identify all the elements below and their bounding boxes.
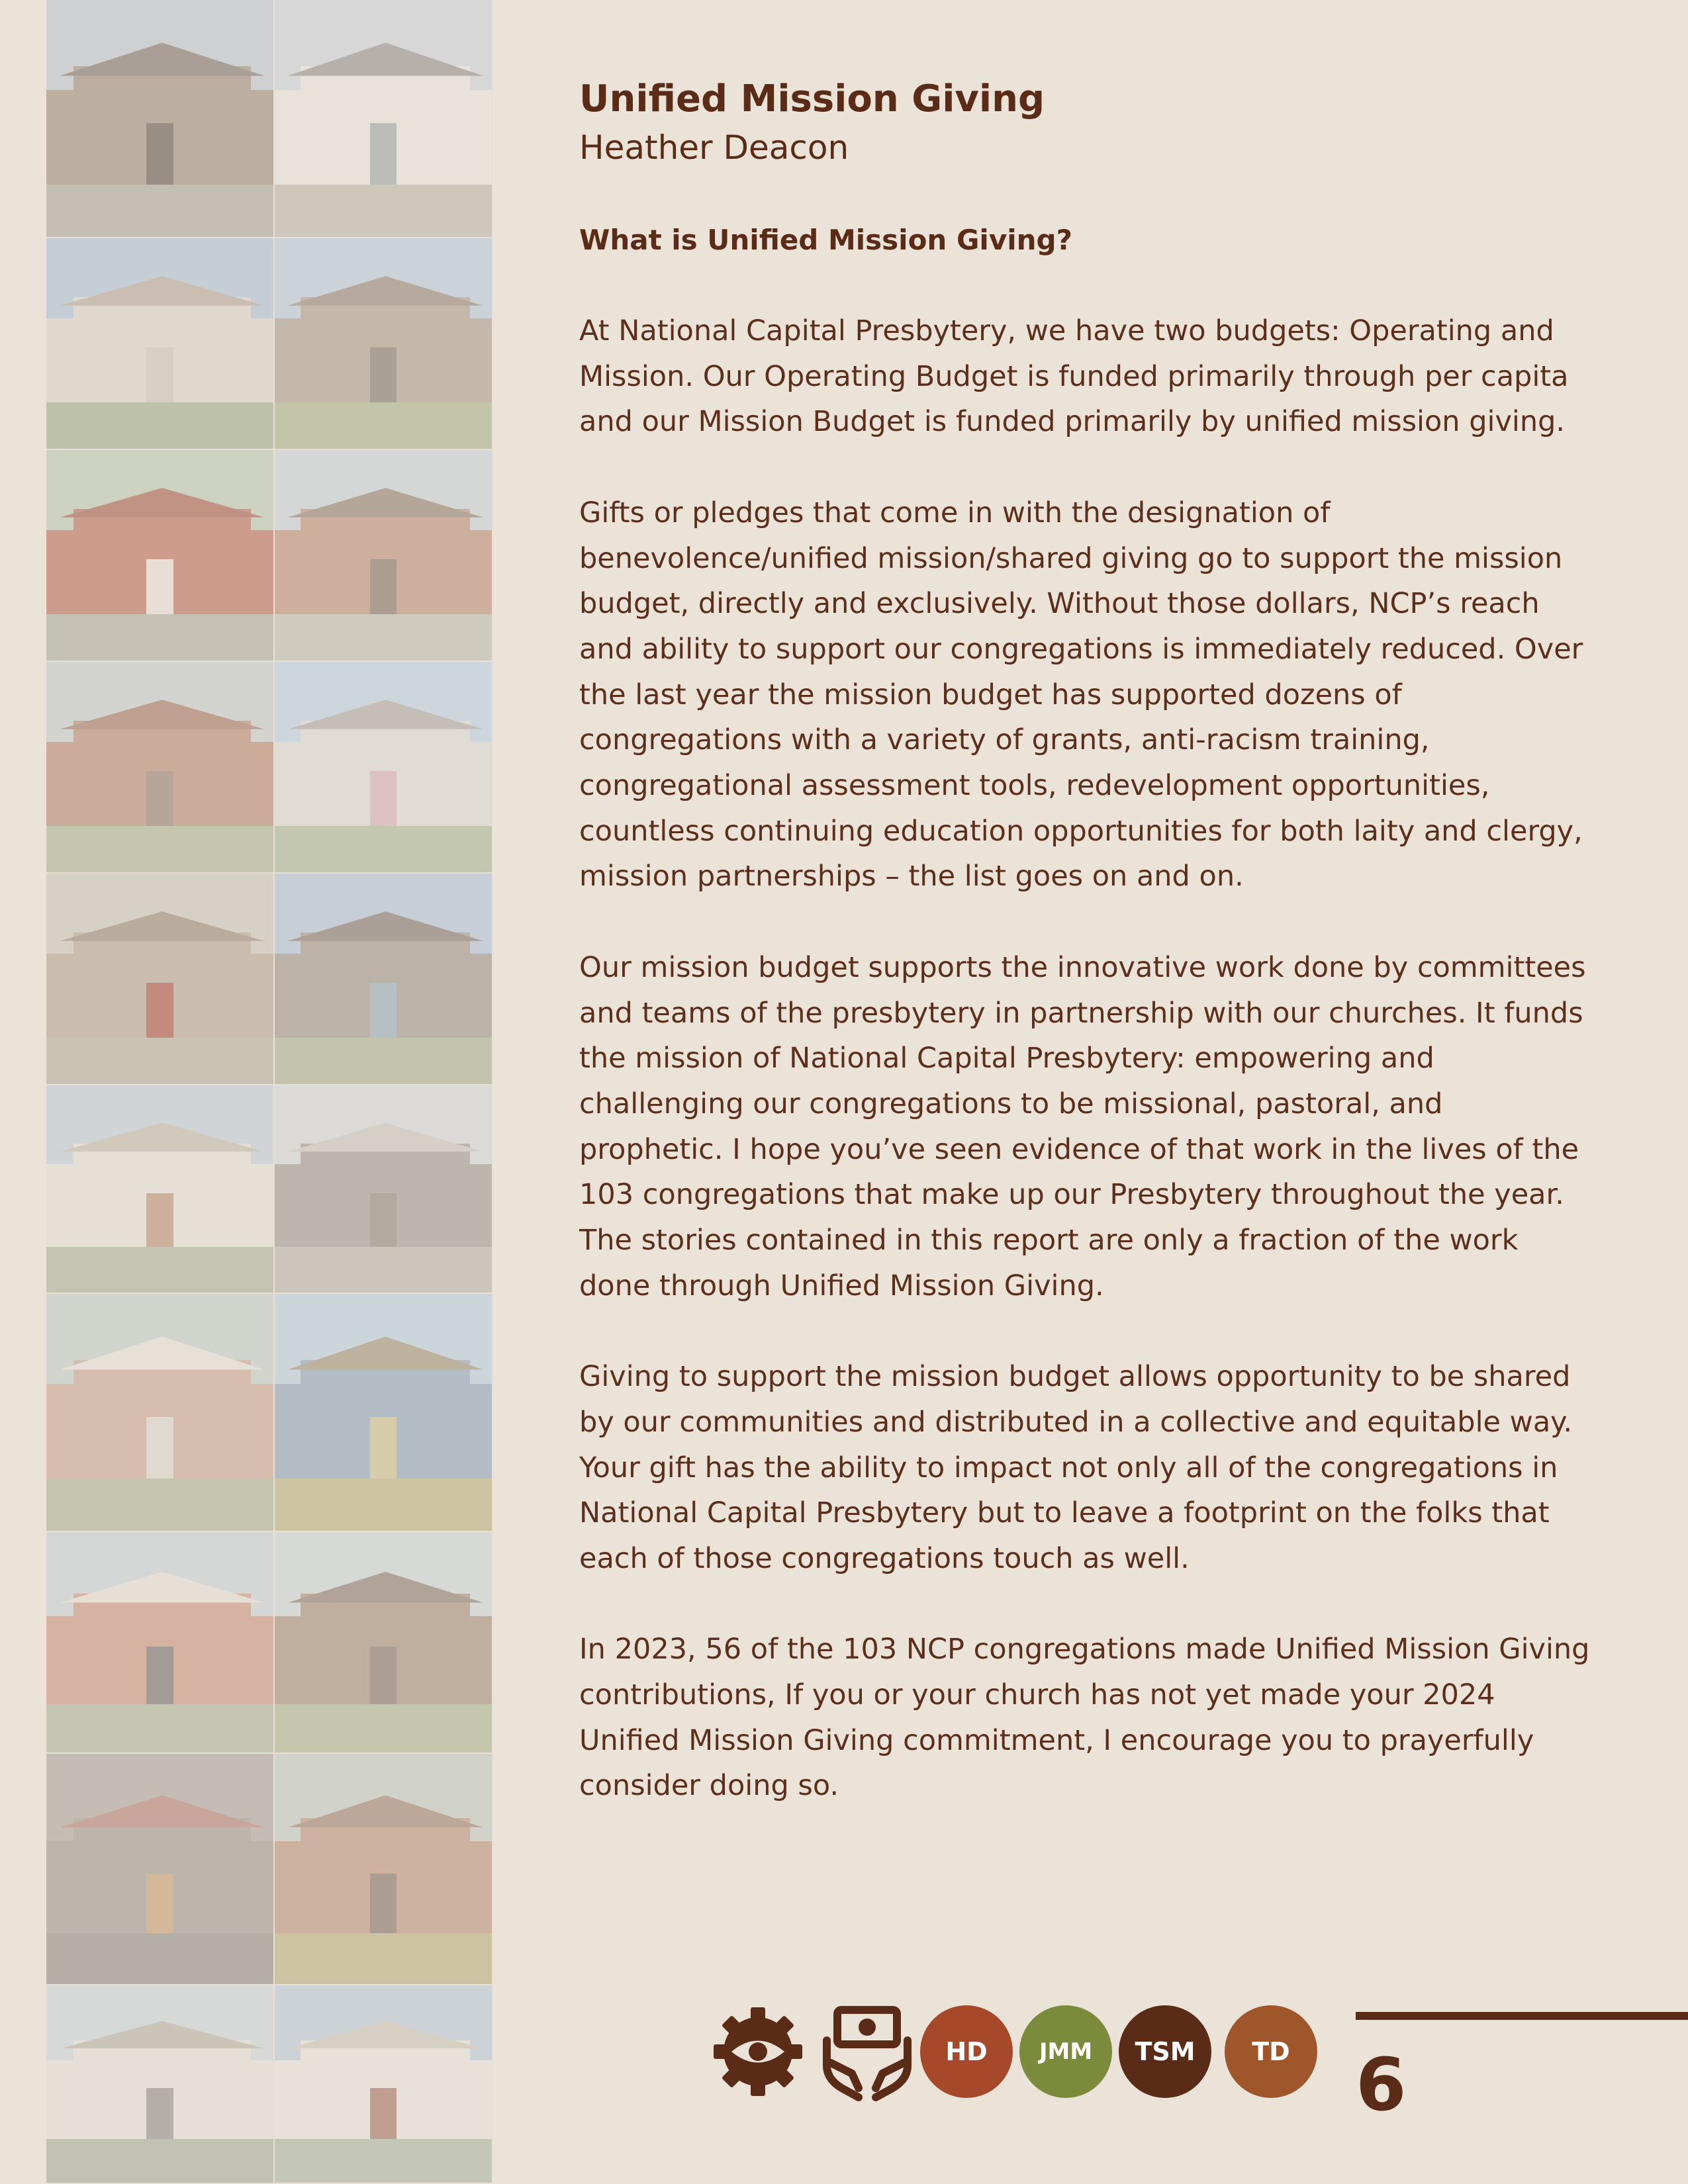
- paragraph-line: 103 congregations that make up our Presbytery throughout the year.: [579, 1178, 1564, 1212]
- paragraph-line: consider doing so.: [579, 1769, 839, 1803]
- church-photo-5: [46, 450, 275, 662]
- church-photo-13: [46, 1294, 275, 1532]
- photo-wash: [275, 1985, 492, 2183]
- paragraph-line: Gifts or pledges that come in with the designation of: [579, 496, 1331, 529]
- church-photo-6: [275, 450, 493, 662]
- paragraph-line: mission partnerships – the list goes on and on.: [579, 860, 1244, 893]
- td-badge: TD: [1225, 2005, 1317, 2098]
- page-number: 6: [1356, 2042, 1407, 2127]
- church-photo-20: [275, 1985, 493, 2184]
- jmm-badge: JMM: [1019, 2005, 1112, 2098]
- church-photo-16: [275, 1532, 493, 1754]
- paragraph: [579, 945, 1612, 1309]
- paragraph-line: In 2023, 56 of the 103 NCP congregations made Unified Mission Giving: [579, 1633, 1590, 1666]
- church-photo-2: [275, 0, 493, 238]
- church-photo-11: [46, 1085, 275, 1294]
- photo-wash: [275, 1754, 492, 1984]
- hands-money-icon: [818, 2002, 917, 2101]
- church-photo-8: [275, 662, 493, 874]
- photo-wash: [275, 662, 492, 872]
- paragraph-line: countless continuing education opportunities for both laity and clergy,: [579, 814, 1583, 848]
- church-photo-19: [46, 1985, 275, 2184]
- article: [579, 73, 1612, 1854]
- paragraph-line: the mission of National Capital Presbytery: empowering and: [579, 1042, 1434, 1075]
- paragraph-line: At National Capital Presbytery, we have two budgets: Operating and: [579, 314, 1554, 347]
- photo-wash: [46, 1085, 273, 1293]
- paragraph-line: The stories contained in this report are only a fraction of the work: [579, 1224, 1519, 1257]
- church-photo-7: [46, 662, 275, 874]
- photo-wash: [275, 1294, 492, 1531]
- church-photo-9: [46, 874, 275, 1085]
- paragraph-line: Giving to support the mission budget allows opportunity to be shared: [579, 1360, 1571, 1394]
- page-title: Unified Mission Giving: [579, 77, 1045, 120]
- photo-wash: [46, 874, 273, 1084]
- photo-wash: [275, 874, 492, 1084]
- church-photo-3: [46, 238, 275, 450]
- church-photo-12: [275, 1085, 493, 1294]
- paragraph-line: National Capital Presbytery but to leave a footprint on the folks that: [579, 1496, 1550, 1530]
- paragraph-line: contributions, If you or your church has not yet made your 2024: [579, 1678, 1495, 1712]
- church-photo-strip: [46, 0, 493, 2184]
- paragraph-line: Our mission budget supports the innovative work done by committees: [579, 950, 1586, 984]
- author-name: Heather Deacon: [579, 128, 849, 167]
- photo-wash: [46, 1985, 273, 2183]
- paragraph-line: done through Unified Mission Giving.: [579, 1269, 1104, 1302]
- paragraph-line: each of those congregations touch as well.: [579, 1541, 1190, 1575]
- paragraph-line: congregations with a variety of grants, anti-racism training,: [579, 723, 1430, 757]
- paragraph-line: Mission. Our Operating Budget is funded primarily through per capita: [579, 359, 1569, 393]
- photo-wash: [275, 450, 492, 660]
- hd-badge: HD: [920, 2005, 1013, 2098]
- paragraph-line: congregational assessment tools, redevelopment opportunities,: [579, 769, 1490, 803]
- paragraph: [579, 1627, 1612, 1809]
- paragraph: [579, 1354, 1612, 1582]
- photo-wash: [275, 0, 492, 237]
- church-photo-14: [275, 1294, 493, 1532]
- paragraph-line: challenging our congregations to be missional, pastoral, and: [579, 1087, 1443, 1120]
- paragraph-line: prophetic. I hope you’ve seen evidence of that work in the lives of the: [579, 1132, 1579, 1166]
- paragraph-line: and teams of the presbytery in partnership with our churches. It funds: [579, 996, 1583, 1030]
- church-photo-1: [46, 0, 275, 238]
- section-heading: What is Unified Mission Giving?: [579, 224, 1072, 256]
- photo-wash: [46, 662, 273, 872]
- church-photo-17: [46, 1754, 275, 1985]
- photo-wash: [46, 450, 273, 660]
- photo-wash: [46, 0, 273, 237]
- photo-wash: [275, 1532, 492, 1752]
- footer-icons: [708, 1992, 1436, 2111]
- church-photo-10: [275, 874, 493, 1085]
- photo-wash: [275, 1085, 492, 1293]
- photo-wash: [46, 1294, 273, 1531]
- paragraph: [579, 490, 1612, 899]
- photo-wash: [46, 1754, 273, 1984]
- paragraph-line: and ability to support our congregations is immediately reduced. Over: [579, 632, 1583, 666]
- photo-wash: [46, 1532, 273, 1752]
- paragraph-line: budget, directly and exclusively. Without those dollars, NCP’s reach: [579, 587, 1540, 621]
- paragraph-line: benevolence/unified mission/shared giving go to support the mission: [579, 541, 1563, 575]
- paragraph-line: and our Mission Budget is funded primarily by unified mission giving.: [579, 405, 1566, 439]
- church-photo-18: [275, 1754, 493, 1985]
- tsm-badge: TSM: [1119, 2005, 1211, 2098]
- paragraph-line: Your gift has the ability to impact not only all of the congregations in: [579, 1451, 1558, 1484]
- gear-eye-icon: [708, 2002, 808, 2101]
- paragraph-line: by our communities and distributed in a collective and equitable way.: [579, 1405, 1573, 1439]
- church-photo-4: [275, 238, 493, 450]
- paragraph: [579, 308, 1612, 445]
- photo-wash: [46, 238, 273, 449]
- photo-wash: [275, 238, 492, 449]
- paragraph-line: Unified Mission Giving commitment, I encourage you to prayerfully: [579, 1723, 1534, 1757]
- article-body: [579, 308, 1612, 1809]
- church-photo-15: [46, 1532, 275, 1754]
- paragraph-line: the last year the mission budget has supported dozens of: [579, 678, 1402, 711]
